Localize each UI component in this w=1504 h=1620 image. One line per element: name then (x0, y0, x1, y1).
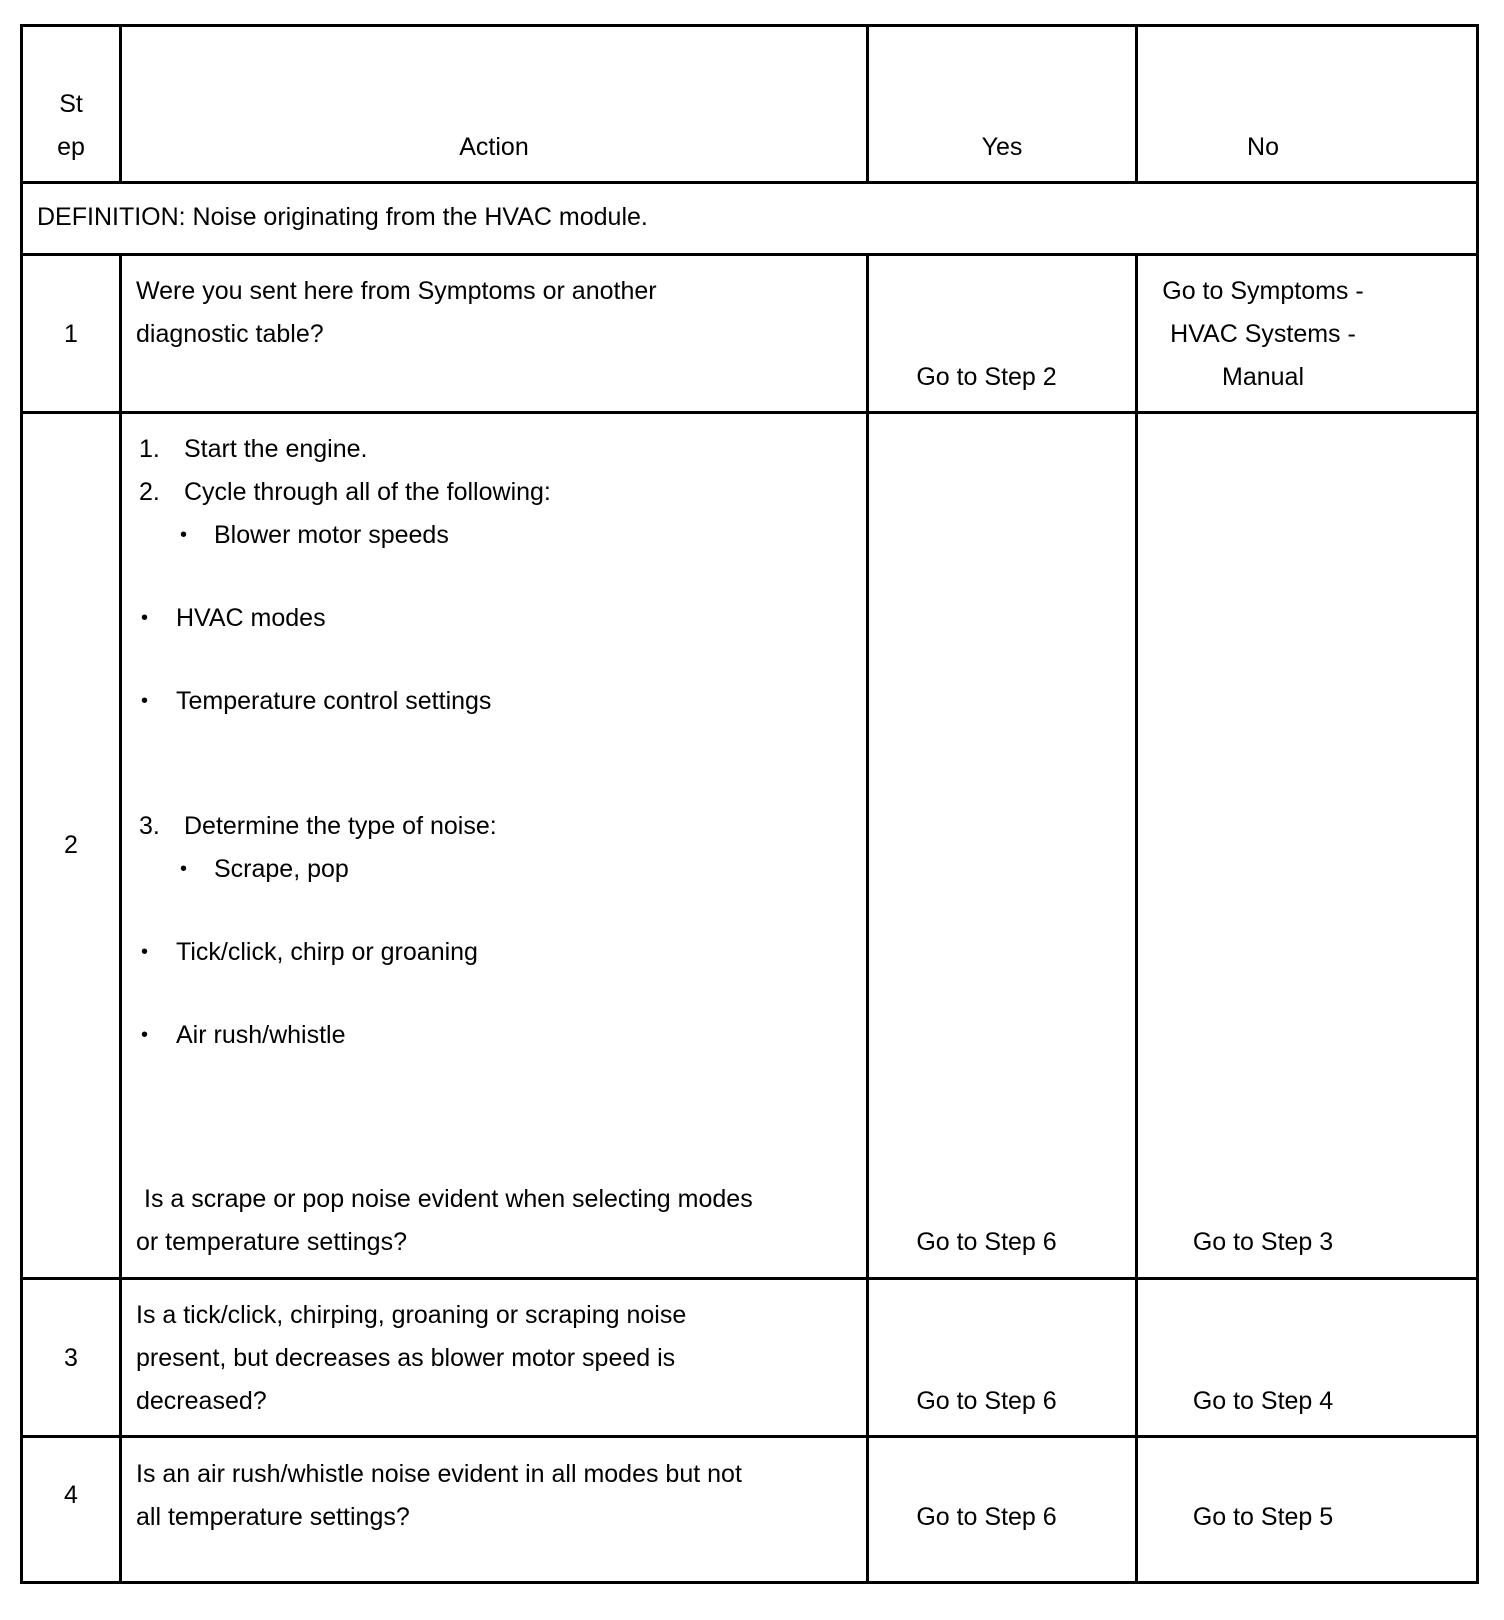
list-number: 2. (139, 478, 160, 506)
action-text: Were you sent here from Symptoms or another (136, 277, 657, 305)
bullet: • (141, 690, 149, 712)
list-number: 3. (139, 812, 160, 840)
list-item: Scrape, pop (214, 855, 349, 883)
row-divider (23, 181, 1476, 184)
no-result: Manual (1222, 363, 1304, 391)
yes-result: Go to Step 6 (916, 1228, 1057, 1256)
no-result: Go to Step 4 (1192, 1387, 1334, 1415)
action-text: diagnostic table? (136, 320, 324, 348)
no-result: Go to Symptoms - (1162, 277, 1364, 305)
diagnostic-table (20, 24, 1479, 1584)
action-text: decreased? (136, 1387, 267, 1415)
yes-result: Go to Step 6 (916, 1387, 1057, 1415)
row-divider (23, 253, 1476, 256)
column-divider (119, 253, 122, 1581)
list-item: Tick/click, chirp or groaning (176, 938, 478, 966)
list-number: 1. (139, 435, 160, 463)
bullet: • (180, 858, 188, 880)
row-divider (23, 1277, 1476, 1280)
list-item: Cycle through all of the following: (184, 478, 551, 506)
list-item: HVAC modes (176, 604, 326, 632)
action-text: Is a tick/click, chirping, groaning or scraping noise (136, 1301, 687, 1329)
list-item: Air rush/whistle (176, 1021, 346, 1049)
bullet: • (141, 941, 149, 963)
list-item: Temperature control settings (176, 687, 492, 715)
header-action: Action (459, 133, 529, 161)
yes-result: Go to Step 2 (916, 363, 1057, 391)
header-no: No (1247, 133, 1279, 161)
step-number: 2 (64, 831, 78, 859)
no-result: Go to Step 5 (1192, 1503, 1334, 1531)
list-item: Blower motor speeds (214, 521, 449, 549)
header-step-line2: ep (57, 133, 85, 161)
bullet: • (180, 524, 188, 546)
bullet: • (141, 1024, 149, 1046)
list-item: Start the engine. (184, 435, 368, 463)
definition-text: DEFINITION: Noise originating from the HVAC module. (37, 203, 648, 231)
step-number: 3 (64, 1344, 78, 1372)
yes-result: Go to Step 6 (916, 1503, 1057, 1531)
step-number: 1 (64, 320, 78, 348)
list-item: Determine the type of noise: (184, 812, 497, 840)
no-result: HVAC Systems - (1170, 320, 1356, 348)
action-text: Is an air rush/whistle noise evident in all modes but not (136, 1460, 742, 1488)
no-result: Go to Step 3 (1192, 1228, 1334, 1256)
question-text: or temperature settings? (136, 1228, 407, 1256)
header-yes: Yes (981, 133, 1023, 161)
action-text: all temperature settings? (136, 1503, 410, 1531)
bullet: • (141, 607, 149, 629)
step-number: 4 (64, 1481, 78, 1509)
action-text: present, but decreases as blower motor speed is (136, 1344, 676, 1372)
row-divider (23, 411, 1476, 414)
row-divider (23, 1435, 1476, 1438)
header-step-line1: St (59, 90, 83, 118)
question-text: Is a scrape or pop noise evident when selecting modes (144, 1185, 753, 1213)
